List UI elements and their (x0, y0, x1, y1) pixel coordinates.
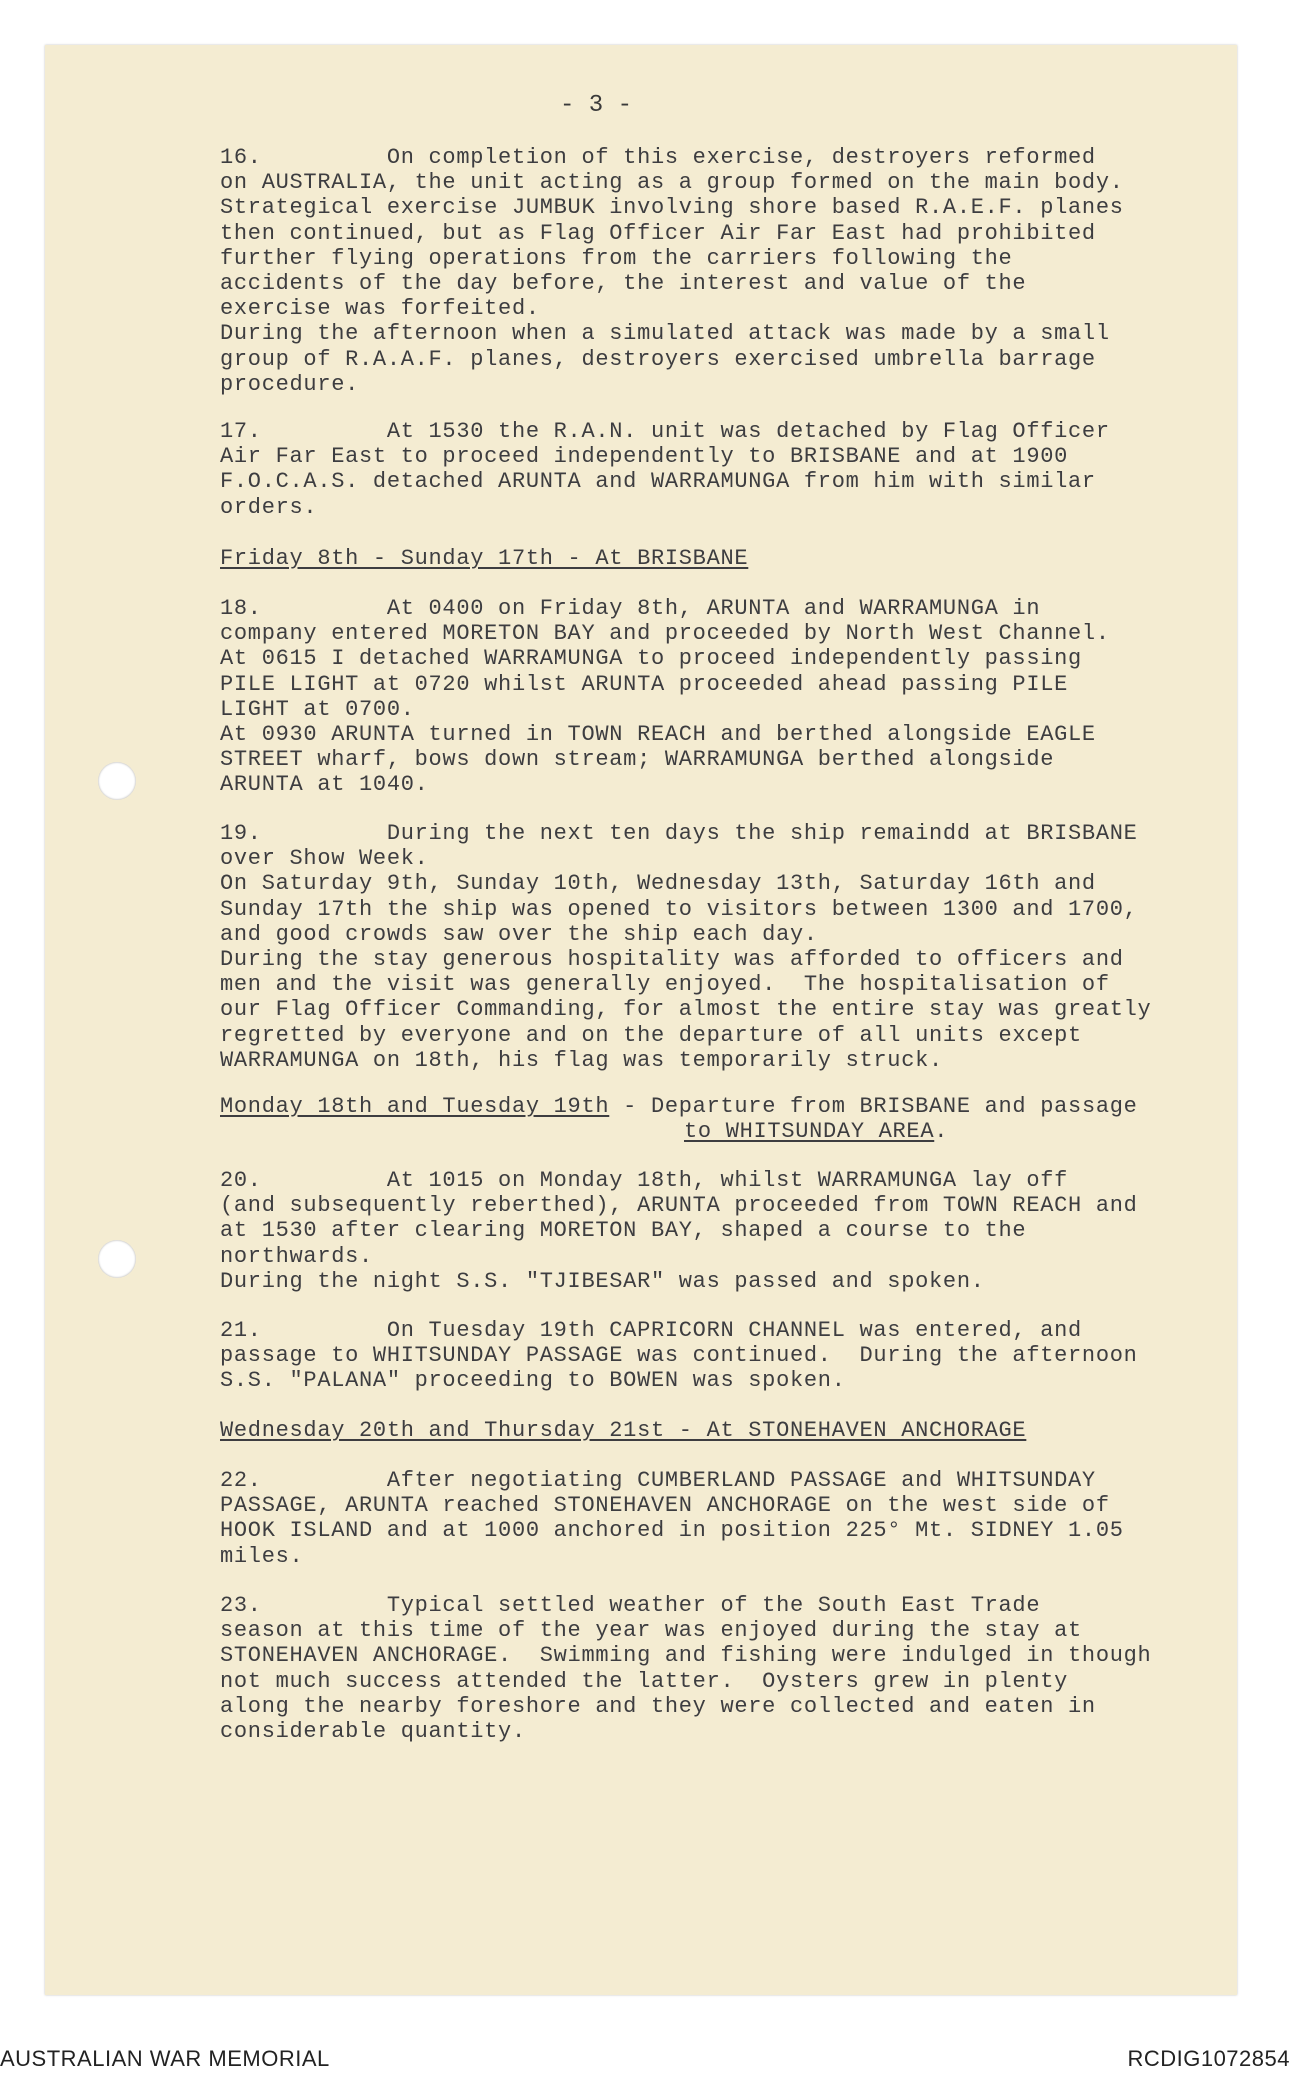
paragraph-20: 20. At 1015 on Monday 18th, whilst WARRAMUNGA lay off (and subsequently reberthed), ARUNTA proceeded from TOWN REACH and at 1530 after clearing MORETON BAY, shaped a course to the northwards. During the night S.S. "TJIBESAR" was passed and spoken. (220, 1168, 1138, 1294)
heading-departure-text: - Departure from BRISBANE and passage (609, 1094, 1138, 1119)
punch-hole (98, 1240, 136, 1278)
section-heading-departure (220, 1094, 1138, 1119)
page-number: - 3 - (560, 92, 633, 119)
paragraph-17: 17. At 1530 the R.A.N. unit was detached by Flag Officer Air Far East to proceed independently to BRISBANE and at 1900 F.O.C.A.S. detached ARUNTA and WARRAMUNGA from him with similar orders. (220, 419, 1110, 520)
footer-identifier: RCDIG1072854 (1127, 2046, 1290, 2071)
section-heading-brisbane: Friday 8th - Sunday 17th - At BRISBANE (220, 546, 749, 571)
section-heading-stonehaven: Wednesday 20th and Thursday 21st - At STONEHAVEN ANCHORAGE (220, 1418, 1027, 1443)
footer-institution: AUSTRALIAN WAR MEMORIAL (0, 2046, 330, 2071)
heading-period: . (934, 1119, 949, 1144)
paragraph-16: 16. On completion of this exercise, destroyers reformed on AUSTRALIA, the unit acting as a group formed on the main body. Strategical exercise JUMBUK involving shore based R.A.E.F. planes then continued, but as Flag Officer Air Far East had prohibited further flying operations from the carriers following the accidents of the day before, the interest and value of the exercise was forfeited. During the afternoon when a simulated attack was made by a small group of R.A.A.F. planes, destroyers exercised umbrella barrage procedure. (220, 145, 1124, 397)
heading-departure-dates: Monday 18th and Tuesday 19th (220, 1094, 610, 1119)
paragraph-21: 21. On Tuesday 19th CAPRICORN CHANNEL was entered, and passage to WHITSUNDAY PASSAGE was continued. During the afternoon S.S. "PALANA" proceeding to BOWEN was spoken. (220, 1318, 1138, 1394)
heading-whitsunday-area: to WHITSUNDAY AREA (684, 1119, 935, 1144)
paragraph-18: 18. At 0400 on Friday 8th, ARUNTA and WARRAMUNGA in company entered MORETON BAY and proceeded by North West Channel. At 0615 I detached WARRAMUNGA to proceed independently passing PILE LIGHT at 0720 whilst ARUNTA proceeded ahead passing PILE LIGHT at 0700. At 0930 ARUNTA turned in TOWN REACH and berthed alongside EAGLE STREET wharf, bows down stream; WARRAMUNGA berthed alongside ARUNTA at 1040. (220, 596, 1110, 798)
paragraph-19: 19. During the next ten days the ship remaindd at BRISBANE over Show Week. On Saturday 9th, Sunday 10th, Wednesday 13th, Saturday 16th and Sunday 17th the ship was opened to visitors between 1300 and 1700, and good crowds saw over the ship each day. During the stay generous hospitality was afforded to officers and men and the visit was generally enjoyed. The hospitalisation of our Flag Officer Commanding, for almost the entire stay was greatly regretted by everyone and on the departure of all units except WARRAMUNGA on 18th, his flag was temporarily struck. (220, 821, 1152, 1073)
section-heading-departure-cont (684, 1119, 948, 1144)
paragraph-23: 23. Typical settled weather of the South East Trade season at this time of the year was enjoyed during the stay at STONEHAVEN ANCHORAGE. Swimming and fishing were indulged in though not much success attended the latter. Oysters grew in plenty along the nearby foreshore and they were collected and eaten in considerable quantity. (220, 1593, 1152, 1745)
punch-hole (98, 762, 136, 800)
paragraph-22: 22. After negotiating CUMBERLAND PASSAGE and WHITSUNDAY PASSAGE, ARUNTA reached STONEHAVEN ANCHORAGE on the west side of HOOK ISLAND and at 1000 anchored in position 225° Mt. SIDNEY 1.05 miles. (220, 1468, 1124, 1569)
